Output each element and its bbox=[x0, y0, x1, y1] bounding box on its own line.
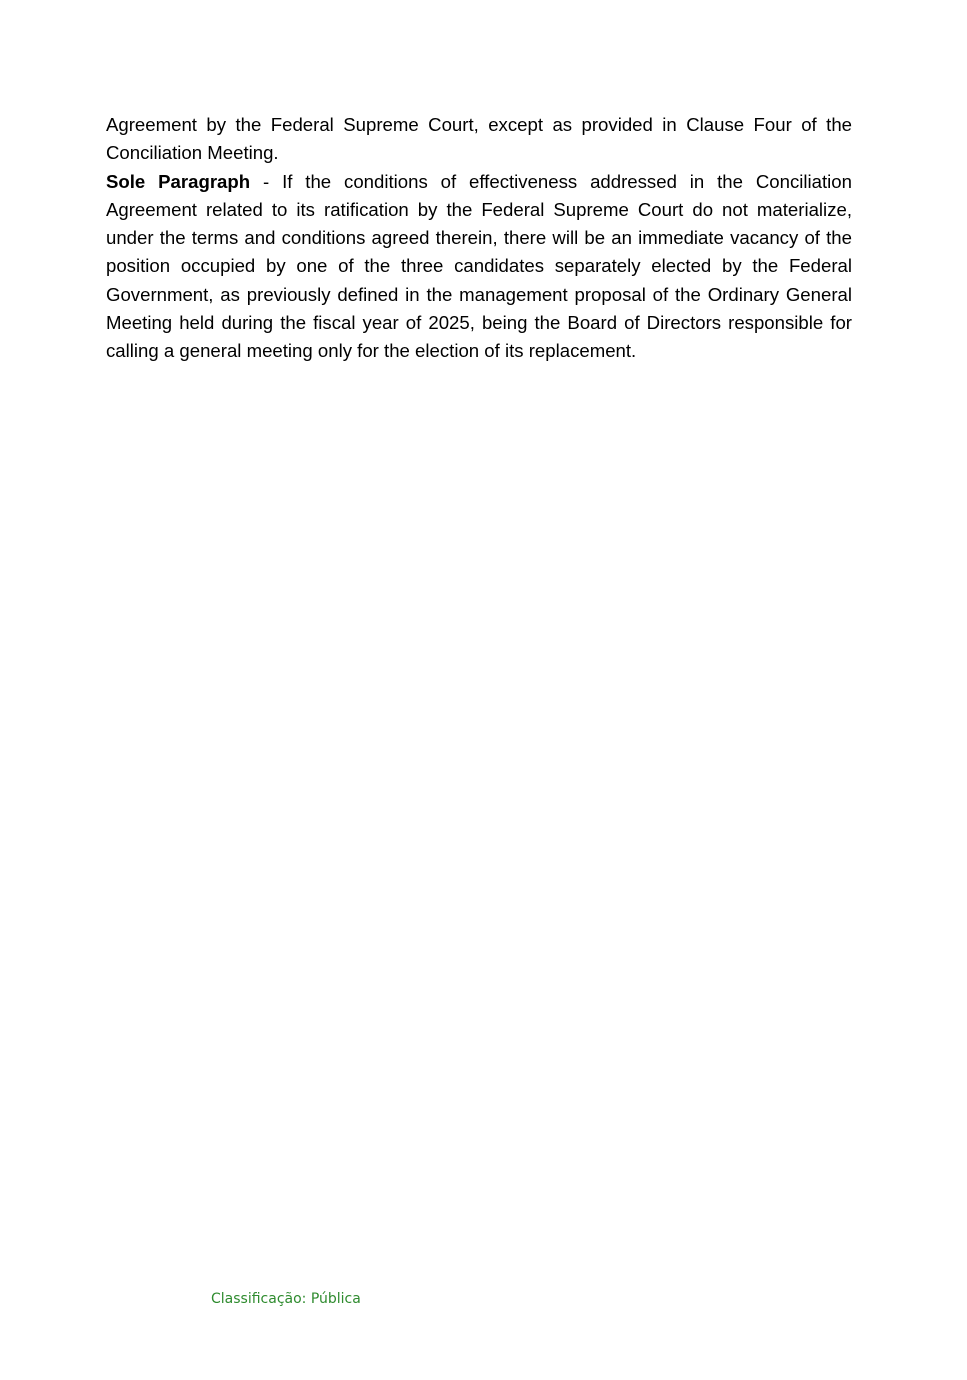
sole-paragraph bbox=[106, 168, 852, 366]
sole-paragraph-heading: Sole Paragraph bbox=[106, 170, 251, 192]
document-body bbox=[106, 111, 852, 366]
classification-label: Classificação: Pública bbox=[211, 1291, 361, 1307]
paragraph-continuation: Agreement by the Federal Supreme Court, except as provided in Clause Four of the Conciliation Meeting. bbox=[106, 114, 852, 164]
sole-paragraph-text: - If the conditions of effectiveness addressed in the Conciliation Agreement related to its ratification by the Federal Supreme Court do not materialize, under the terms and conditions agreed therein, there will be an immediate vacancy of the position occupied by one of the three candidates separately elected by the Federal Government, as previously defined in the management proposal of the Ordinary General Meeting held during the fiscal year of 2025, being the Board of Directors responsible for calling a general meeting only for the election of its replacement. bbox=[106, 170, 852, 362]
